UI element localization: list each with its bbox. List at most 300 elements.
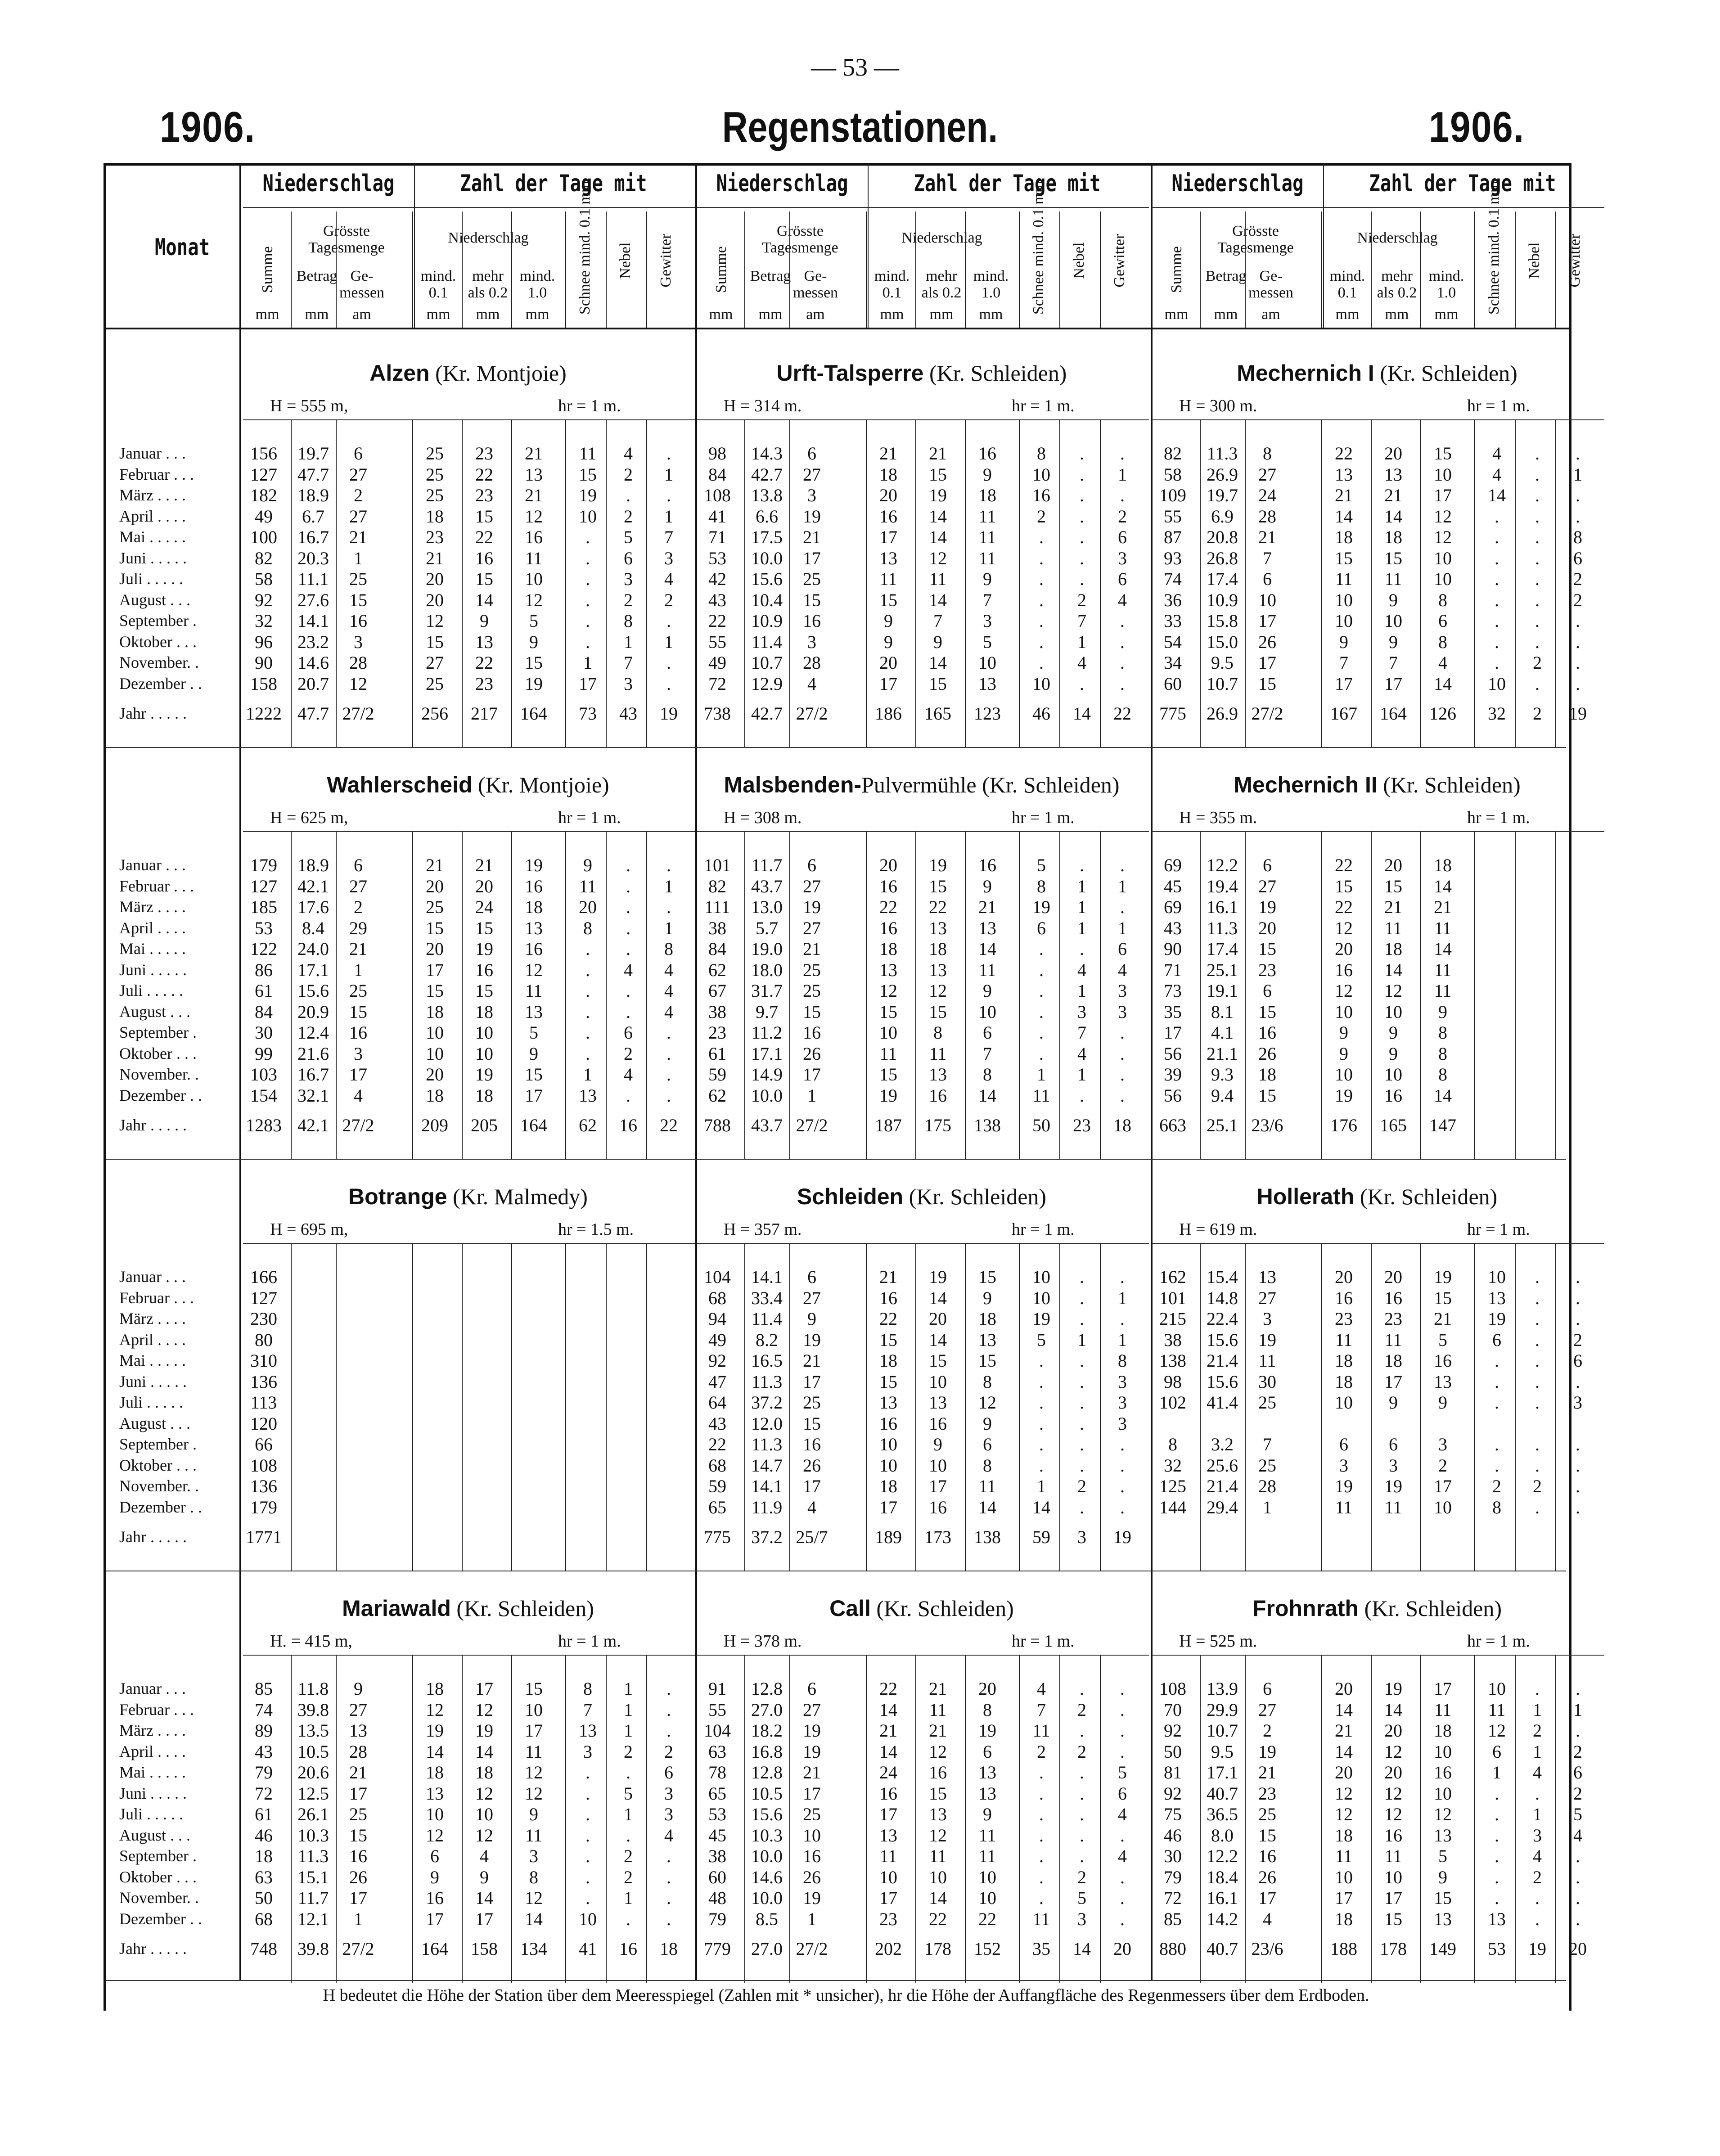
table-cell: 99 (255, 1043, 273, 1064)
table-cell: 68 (255, 1908, 273, 1929)
table-cell: 17 (803, 1371, 821, 1392)
month-label: Mai . . . . . (119, 1763, 186, 1781)
jahr-cell: 663 (1159, 1115, 1186, 1135)
table-cell: 4 (1263, 1908, 1272, 1929)
table-cell: 93 (1164, 548, 1182, 568)
table-cell: 14.1 (297, 611, 329, 631)
table-cell: 17 (803, 1783, 821, 1804)
table-cell: 2 (1573, 569, 1582, 589)
table-cell: 21 (929, 1720, 947, 1741)
table-cell: 15 (978, 1267, 996, 1287)
table-cell: 21 (1258, 527, 1276, 547)
table-cell: 4 (1118, 1846, 1127, 1866)
niederschlag-sub-header: Niederschlag (1357, 230, 1438, 246)
table-cell: 8 (983, 1455, 992, 1476)
table-cell: 17 (349, 1888, 367, 1908)
table-cell: 15 (803, 590, 821, 610)
table-cell: 13 (349, 1720, 367, 1741)
table-cell: 55 (708, 631, 726, 652)
table-cell: 23 (475, 443, 493, 464)
table-cell: 11.4 (751, 631, 783, 652)
block-rule (243, 1655, 695, 1656)
jahr-cell: 158 (471, 1939, 498, 1959)
table-cell: 11.7 (297, 1888, 329, 1908)
table-cell: 4 (624, 1064, 633, 1085)
table-cell: 2 (1573, 1329, 1582, 1350)
table-cell: . (1120, 1720, 1125, 1741)
table-cell: 109 (1159, 485, 1186, 505)
table-cell: 12 (525, 590, 543, 610)
table-cell: 15 (929, 876, 947, 896)
table-cell: 19.4 (1207, 876, 1238, 896)
table-cell: 14 (929, 590, 947, 610)
table-cell: 21 (525, 485, 543, 505)
table-cell: 27 (426, 653, 444, 673)
year-right: 1906. (1429, 103, 1525, 151)
table-cell: 21 (1384, 485, 1402, 505)
table-cell: 3 (807, 485, 816, 505)
table-cell: 14.6 (751, 1867, 783, 1887)
table-cell: 23 (708, 1022, 726, 1043)
table-cell: 85 (255, 1679, 273, 1699)
table-cell: 21 (978, 897, 996, 917)
unit-label: mm (426, 306, 450, 323)
table-cell: 21 (879, 1720, 897, 1741)
page-number: — 53 — (811, 54, 899, 81)
table-cell: . (1576, 631, 1580, 652)
table-cell: 12 (525, 1762, 543, 1782)
table-cell: 11 (1335, 1497, 1353, 1517)
month-label: Januar . . . (119, 1679, 186, 1697)
month-label: August . . . (119, 1002, 191, 1021)
table-cell: 10 (929, 1371, 947, 1392)
table-cell: . (1039, 548, 1044, 568)
table-cell: . (1080, 1392, 1084, 1413)
table-cell: 13.0 (751, 897, 783, 917)
table-cell: 17 (475, 1679, 493, 1699)
table-cell: 1 (583, 653, 592, 673)
table-cell: 4 (1037, 1679, 1046, 1699)
table-cell: . (1120, 1043, 1125, 1064)
table-cell: 17 (879, 1888, 897, 1908)
table-cell: 4 (624, 959, 633, 980)
jahr-cell: 748 (250, 1939, 277, 1959)
table-cell: 10.7 (1207, 673, 1238, 694)
table-cell: 17 (1335, 1888, 1353, 1908)
month-label: November. . (119, 1065, 199, 1083)
table-cell: 6 (983, 1741, 992, 1762)
jahr-cell: 1283 (246, 1115, 282, 1135)
jahr-cell: 165 (1380, 1115, 1407, 1135)
table-cell: 10 (1434, 1497, 1452, 1517)
table-cell: 16.7 (297, 527, 329, 547)
table-cell: 86 (255, 959, 273, 980)
table-cell: 6 (1263, 569, 1272, 589)
col-divider (565, 212, 566, 328)
table-cell: 17 (803, 1064, 821, 1085)
table-cell: 15 (929, 1350, 947, 1371)
table-cell: 27 (349, 506, 367, 527)
table-cell: 23 (1335, 1309, 1353, 1329)
table-cell: 12 (1434, 1804, 1452, 1824)
station-title: Botrange (Kr. Malmedy) (348, 1184, 588, 1209)
table-cell: 11.2 (751, 1022, 783, 1043)
month-label: Januar . . . (119, 856, 186, 874)
table-cell: 10 (1032, 1287, 1050, 1308)
table-cell: 14 (1384, 506, 1402, 527)
table-cell: 10.9 (1207, 590, 1238, 610)
col-divider (606, 212, 607, 328)
table-cell: 10.7 (751, 653, 783, 673)
table-cell: 13 (579, 1720, 597, 1741)
table-cell: 71 (1164, 959, 1182, 980)
table-cell: 17 (349, 1064, 367, 1085)
col-divider (1515, 831, 1516, 1160)
table-cell: 20 (1384, 1762, 1402, 1782)
table-cell: 3 (354, 1043, 363, 1064)
month-label: Juni . . . . . (119, 1372, 187, 1391)
jahr-cell: 123 (974, 703, 1001, 724)
table-cell: 29.9 (1207, 1699, 1238, 1720)
table-cell: 25 (349, 569, 367, 589)
table-cell: 10 (1335, 1064, 1353, 1085)
table-cell: 18 (426, 1001, 444, 1022)
groesste-header: Grösste Tagesmenge (1217, 223, 1294, 257)
table-cell: . (666, 443, 671, 464)
table-cell: . (1080, 1350, 1084, 1371)
table-cell: 15 (349, 1825, 367, 1845)
table-cell: 62 (708, 1085, 726, 1106)
month-label: September . (119, 612, 197, 630)
month-label: Februar . . . (119, 877, 194, 895)
jahr-cell: 164 (421, 1939, 448, 1959)
table-cell: . (1576, 611, 1580, 631)
table-cell: 6 (354, 855, 363, 875)
table-cell: 21 (349, 527, 367, 547)
table-cell: . (1039, 1867, 1044, 1887)
month-label: März . . . . (119, 1721, 186, 1739)
table-cell: . (1495, 548, 1499, 568)
month-label: Februar . . . (119, 1288, 194, 1307)
table-cell: 5.7 (756, 918, 778, 938)
column-header: mind. 0.1 (420, 268, 456, 302)
table-cell: . (626, 1762, 630, 1782)
table-cell: 1 (1263, 1497, 1272, 1517)
table-cell: 17 (803, 1476, 821, 1496)
table-cell: . (1576, 673, 1580, 694)
table-cell: 9 (480, 1867, 489, 1887)
table-cell: . (1495, 1371, 1499, 1392)
table-cell: 16 (978, 443, 996, 464)
table-cell: . (1495, 1350, 1499, 1371)
table-cell: . (666, 1679, 671, 1699)
table-cell: 7 (933, 611, 942, 631)
table-cell: 66 (255, 1434, 273, 1454)
table-cell: . (1576, 1867, 1580, 1887)
month-label: März . . . . (119, 1310, 186, 1328)
table-cell: 5 (1037, 855, 1046, 875)
table-cell: 14 (1384, 1699, 1402, 1720)
table-cell: 9 (983, 464, 992, 485)
table-cell: 8 (1037, 443, 1046, 464)
table-cell: 11 (978, 1476, 996, 1496)
station-height: H. = 415 m, (270, 1632, 352, 1651)
table-cell: 2 (1533, 1476, 1542, 1496)
jahr-cell: 27/2 (796, 703, 828, 724)
table-cell: . (1120, 1267, 1125, 1287)
column-header: Betrag (750, 268, 791, 284)
table-cell: 2 (624, 1846, 633, 1866)
table-cell: 2 (1492, 1476, 1501, 1496)
jahr-cell: 43.7 (751, 1115, 783, 1135)
unit-label: mm (255, 306, 279, 323)
table-cell: 6 (664, 1762, 673, 1782)
table-cell: 43 (1164, 918, 1182, 938)
table-cell: 61 (255, 981, 273, 1001)
table-cell: 12 (1384, 1741, 1402, 1762)
table-cell: 26 (1258, 1043, 1276, 1064)
table-cell: . (1120, 653, 1125, 673)
col-divider (1474, 831, 1475, 1160)
table-cell: 28 (1258, 1476, 1276, 1496)
table-cell: 13.5 (297, 1720, 329, 1741)
table-cell: 19 (475, 1064, 493, 1085)
unit-label: mm (305, 306, 329, 323)
table-cell: 9 (1339, 1043, 1348, 1064)
table-cell: 15 (879, 1371, 897, 1392)
niederschlag-sub-header: Niederschlag (448, 230, 529, 246)
table-cell: 5 (1118, 1762, 1127, 1782)
table-cell: 3 (1339, 1455, 1348, 1476)
table-cell: 21 (1335, 485, 1353, 505)
jahr-cell: 775 (704, 1527, 731, 1547)
table-cell: 127 (250, 876, 277, 896)
table-cell: 10 (879, 1022, 897, 1043)
station-title: Malsbenden-Pulvermühle (Kr. Schleiden) (724, 772, 1120, 797)
table-cell: 82 (255, 548, 273, 568)
unit-label: mm (1434, 306, 1459, 323)
table-cell: 5 (1037, 1329, 1046, 1350)
table-cell: 25 (1258, 1804, 1276, 1824)
table-cell: 2 (624, 506, 633, 527)
table-cell: 27 (349, 876, 367, 896)
table-cell: 17.1 (1207, 1762, 1238, 1782)
schnee-header: Schnee mind. 0.1 mm (1030, 180, 1047, 315)
table-cell: 43 (708, 590, 726, 610)
table-cell: 21.4 (1207, 1476, 1238, 1496)
table-cell: . (1039, 981, 1044, 1001)
table-cell: 48 (708, 1888, 726, 1908)
table-cell: 12 (525, 1888, 543, 1908)
unit-label: mm (1164, 306, 1189, 323)
table-cell: 42.7 (751, 464, 783, 485)
table-cell: 15 (879, 590, 897, 610)
table-cell: 9 (1438, 1867, 1447, 1887)
table-cell: 12.2 (1207, 1846, 1238, 1866)
table-cell: . (1576, 1455, 1580, 1476)
block-rule (697, 1655, 1149, 1656)
table-cell: 18 (1258, 1064, 1276, 1085)
summe-header: Summe (1168, 246, 1185, 293)
col-divider (646, 212, 647, 328)
jahr-cell: 256 (421, 703, 448, 724)
table-cell: 15 (475, 569, 493, 589)
table-cell: 15.4 (1207, 1267, 1238, 1287)
table-cell: . (626, 855, 630, 875)
month-label: Oktober . . . (119, 1868, 197, 1886)
table-cell: . (1080, 1783, 1084, 1804)
table-cell: 18 (879, 1350, 897, 1371)
table-cell: 63 (255, 1867, 273, 1887)
table-cell: . (1535, 1455, 1540, 1476)
table-cell: 11.3 (1207, 918, 1238, 938)
table-cell: 19 (1335, 1085, 1353, 1106)
table-cell: 79 (1164, 1867, 1182, 1887)
table-cell: 9 (1389, 1043, 1398, 1064)
table-cell: 20 (929, 1309, 947, 1329)
table-cell: 70 (1164, 1699, 1182, 1720)
month-label: April . . . . (119, 507, 186, 525)
table-cell: 1 (664, 506, 673, 527)
table-cell: 21 (803, 1762, 821, 1782)
station-title: Wahlerscheid (Kr. Montjoie) (327, 772, 609, 797)
table-cell: . (585, 1043, 590, 1064)
table-cell: 27.0 (751, 1699, 783, 1720)
table-cell: . (585, 1888, 590, 1908)
jahr-cell: 50 (1032, 1115, 1050, 1135)
table-cell: 11 (929, 1846, 947, 1866)
table-cell: 24 (1258, 485, 1276, 505)
zahl-der-tage-header: Zahl der Tage mit (914, 170, 1101, 197)
table-cell: 11 (579, 443, 597, 464)
table-cell: 11 (978, 959, 996, 980)
table-cell: 16 (1335, 959, 1353, 980)
table-cell: 22 (879, 897, 897, 917)
header-divider (104, 328, 1569, 329)
jahr-cell: 19 (1113, 1527, 1131, 1547)
table-cell: 11 (978, 1825, 996, 1845)
table-cell: 11 (1032, 1085, 1050, 1106)
station-height: H = 625 m, (270, 808, 348, 827)
table-cell: 13 (1384, 464, 1402, 485)
unit-label: mm (1385, 306, 1409, 323)
table-cell: 47 (708, 1371, 726, 1392)
table-cell: . (626, 897, 630, 917)
table-cell: 10 (1434, 464, 1452, 485)
table-cell: 84 (255, 1001, 273, 1022)
table-cell: 108 (1159, 1679, 1186, 1699)
table-cell: 41.4 (1207, 1392, 1238, 1413)
table-cell: 4.1 (1211, 1022, 1234, 1043)
month-label: April . . . . (119, 1742, 186, 1760)
table-cell: 30 (255, 1022, 273, 1043)
table-cell: . (666, 1720, 671, 1741)
table-cell: 21 (1434, 1309, 1452, 1329)
table-cell: 25 (803, 569, 821, 589)
table-cell: 1 (1077, 981, 1086, 1001)
table-cell: 8 (1037, 876, 1046, 896)
table-cell: 10.0 (751, 1846, 783, 1866)
table-cell: . (1535, 464, 1540, 485)
table-cell: . (1535, 1267, 1540, 1287)
table-cell: 3 (354, 631, 363, 652)
table-cell: . (1080, 485, 1084, 505)
table-cell: 9 (933, 631, 942, 652)
table-cell: 29 (349, 918, 367, 938)
table-cell: . (666, 611, 671, 631)
table-cell: 15 (475, 918, 493, 938)
table-cell: . (1080, 1846, 1084, 1866)
gauge-height: hr = 1 m. (558, 396, 621, 415)
table-cell: . (1495, 1783, 1499, 1804)
table-cell: 21 (475, 855, 493, 875)
table-cell: 13 (978, 673, 996, 694)
table-cell: 2 (1077, 1867, 1086, 1887)
table-cell: 8 (1118, 1350, 1127, 1371)
table-cell: 4 (664, 1001, 673, 1022)
table-cell: 12 (475, 1783, 493, 1804)
month-label: August . . . (119, 1414, 191, 1432)
table-cell: . (666, 897, 671, 917)
station-height: H = 619 m. (1179, 1220, 1257, 1239)
table-cell: 11 (929, 1699, 947, 1720)
table-cell: 25.1 (1207, 959, 1238, 980)
table-cell: 16 (1335, 1287, 1353, 1308)
table-cell: . (1535, 1497, 1540, 1517)
table-cell: 38 (1164, 1329, 1182, 1350)
table-cell: 6.6 (756, 506, 778, 527)
table-cell: . (1495, 1867, 1499, 1887)
station-title: Mechernich I (Kr. Schleiden) (1237, 360, 1517, 386)
table-cell: 14 (475, 1888, 493, 1908)
table-cell: 38 (708, 1001, 726, 1022)
table-cell: 8 (1438, 1022, 1447, 1043)
table-cell: 26 (803, 1867, 821, 1887)
station-title: Mechernich II (Kr. Schleiden) (1234, 772, 1521, 797)
table-cell: 22.4 (1207, 1309, 1238, 1329)
table-cell: 29.4 (1207, 1497, 1238, 1517)
table-cell: 9 (983, 1287, 992, 1308)
nebel-header: Nebel (1071, 242, 1087, 279)
jahr-cell: 202 (875, 1939, 902, 1959)
table-cell: 21.4 (1207, 1350, 1238, 1371)
jahr-cell: 27/2 (342, 1115, 374, 1135)
table-cell: 1 (807, 1085, 816, 1106)
table-cell: . (1039, 959, 1044, 980)
table-cell: . (1495, 653, 1499, 673)
jahr-cell: 165 (924, 703, 951, 724)
table-cell: 27.6 (297, 590, 329, 610)
table-cell: 25 (1258, 1392, 1276, 1413)
table-cell: 12 (349, 673, 367, 694)
table-cell: 10 (426, 1022, 444, 1043)
table-cell: 82 (1164, 443, 1182, 464)
table-cell: 13 (879, 1392, 897, 1413)
table-cell: 144 (1159, 1497, 1186, 1517)
table-cell: 9 (354, 1679, 363, 1699)
table-cell: 2 (1573, 1741, 1582, 1762)
table-cell: 179 (250, 1497, 277, 1517)
table-cell: 11 (1335, 1846, 1353, 1866)
table-cell: 15 (426, 918, 444, 938)
jahr-cell: 27/2 (342, 1939, 374, 1959)
table-cell: 16 (349, 1846, 367, 1866)
jahr-cell: 186 (875, 703, 902, 724)
table-cell: . (1535, 506, 1540, 527)
table-cell: 10.3 (297, 1825, 329, 1845)
table-cell: 8 (933, 1022, 942, 1043)
table-cell: . (1120, 673, 1125, 694)
